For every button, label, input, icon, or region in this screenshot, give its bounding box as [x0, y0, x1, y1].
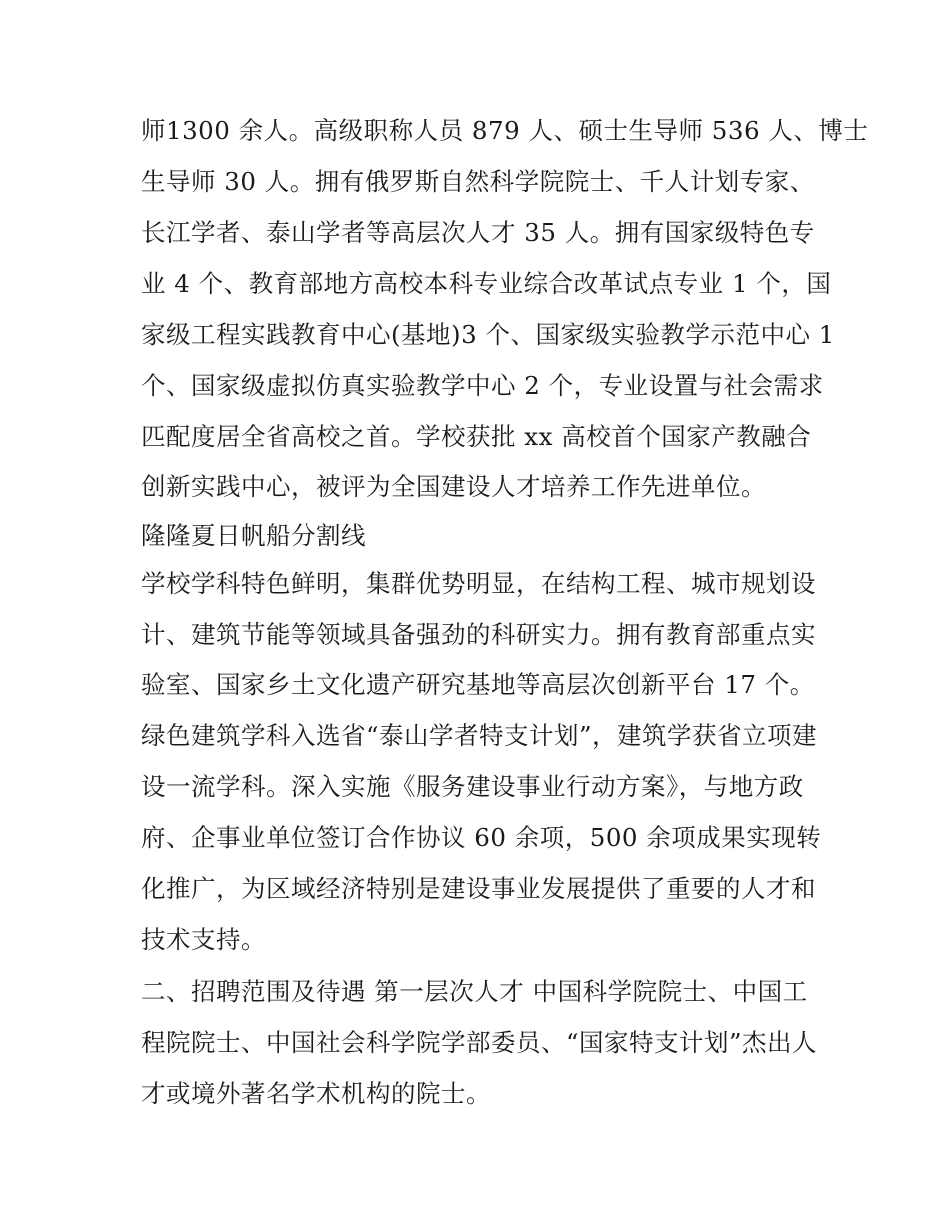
text-line: 家级工程实践教育中心(基地)3 个、国家级实验教学示范中心 1	[141, 320, 835, 349]
text-line: 技术支持。	[141, 925, 266, 954]
text-line: 匹配度居全省高校之首。学校获批 xx 高校首个国家产教融合	[141, 422, 812, 451]
text-line: 师1300 余人。高级职称人员 879 人、硕士生导师 536 人、博士	[141, 116, 869, 145]
text-line: 个、国家级虚拟仿真实验教学中心 2 个，专业设置与社会需求	[141, 371, 824, 400]
text-line: 设一流学科。深入实施《服务建设事业行动方案》，与地方政	[141, 772, 804, 801]
text-line: 才或境外著名学术机构的院士。	[141, 1079, 491, 1108]
text-line: 府、企事业单位签订合作协议 60 余项，500 余项成果实现转	[141, 823, 822, 852]
text-line: 化推广，为区域经济特别是建设事业发展提供了重要的人才和	[141, 874, 816, 903]
text-line: 学校学科特色鲜明，集群优势明显，在结构工程、城市规划设	[141, 569, 816, 598]
text-line: 程院院士、中国社会科学院学部委员、“国家特支计划”杰出人	[141, 1028, 818, 1057]
text-line: 创新实践中心，被评为全国建设人才培养工作先进单位。	[141, 472, 766, 501]
section-divider-text: 隆隆夏日帆船分割线	[141, 521, 366, 550]
text-line: 长江学者、泰山学者等高层次人才 35 人。拥有国家级特色专	[141, 218, 815, 247]
text-line: 二、招聘范围及待遇 第一层次人才 中国科学院院士、中国工	[141, 977, 808, 1006]
text-line: 计、建筑节能等领域具备强劲的科研实力。拥有教育部重点实	[141, 620, 816, 649]
text-line: 业 4 个、教育部地方高校本科专业综合改革试点专业 1 个，国	[141, 269, 832, 298]
text-line: 验室、国家乡土文化遗产研究基地等高层次创新平台 17 个。	[141, 670, 815, 699]
text-line: 生导师 30 人。拥有俄罗斯自然科学院院士、千人计划专家、	[141, 167, 815, 196]
text-line: 绿色建筑学科入选省“泰山学者特支计划”，建筑学获省立项建	[141, 721, 818, 750]
